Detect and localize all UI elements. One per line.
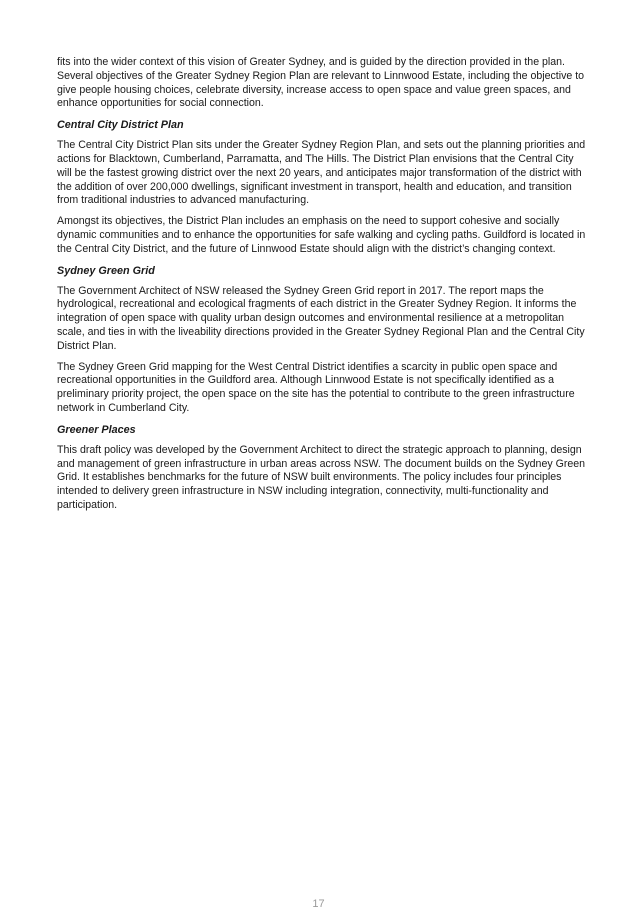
green-grid-paragraph-2: The Sydney Green Grid mapping for the West Central District identifies a scarcity in public open space and recreational opportunities in the Guildford area. Although Linnwood Estate is not specifically identified as a preliminary priority project, the open space on the site has the potential to contribute to the green infrastructure network in Cumberland City. [57,360,575,414]
section-heading-central-city-district-plan: Central City District Plan [57,119,184,132]
intro-paragraph: fits into the wider context of this vision of Greater Sydney, and is guided by the direction provided in the plan. Several objectives of the Greater Sydney Region Plan are relevant to Linnwood Estate, including the objective to give people housing choices, celebrate diversity, increase access to open space and value green spaces, and enhance opportunities for social connection. [57,56,585,110]
section-heading-sydney-green-grid: Sydney Green Grid [57,264,155,277]
greener-places-paragraph-1: This draft policy was developed by the Government Architect to direct the strategic approach to planning, design and management of green infrastructure in urban areas across NSW. The document builds on the Sydney Green Grid. It establishes benchmarks for the future of NSW built environments. The policy includes four principles intended to delivery green infrastructure in NSW including integration, connectivity, multi-functionality and participation. [57,443,586,511]
central-city-paragraph-1: The Central City District Plan sits under the Greater Sydney Region Plan, and sets out the planning priorities and actions for Blacktown, Cumberland, Parramatta, and The Hills. The District Plan envisions that the Central City will be the fastest growing district over the next 20 years, and anticipates major transformation of the district with the addition of over 200,000 dwellings, significant investment in transport, health and education, and transition from traditional industries to advanced manufacturing. [57,139,586,207]
document-body [57,56,587,520]
section-heading-greener-places: Greener Places [57,423,136,436]
central-city-paragraph-2: Amongst its objectives, the District Plan includes an emphasis on the need to support cohesive and socially dynamic communities and to enhance the opportunities for safe walking and cycling paths. Guildford is located in the Central City District, and the future of Linnwood Estate should align with the district’s changing context. [57,215,586,255]
green-grid-paragraph-1: The Government Architect of NSW released the Sydney Green Grid report in 2017. The report maps the hydrological, recreational and ecological fragments of each district in the Greater Sydney Region. It informs the integration of open space with quality urban design outcomes and environmental resilience at a metropolitan scale, and ties in with the liveability directions provided in the Greater Sydney Regional Plan and the Central City District Plan. [57,284,585,352]
page-number: 17 [312,898,325,910]
